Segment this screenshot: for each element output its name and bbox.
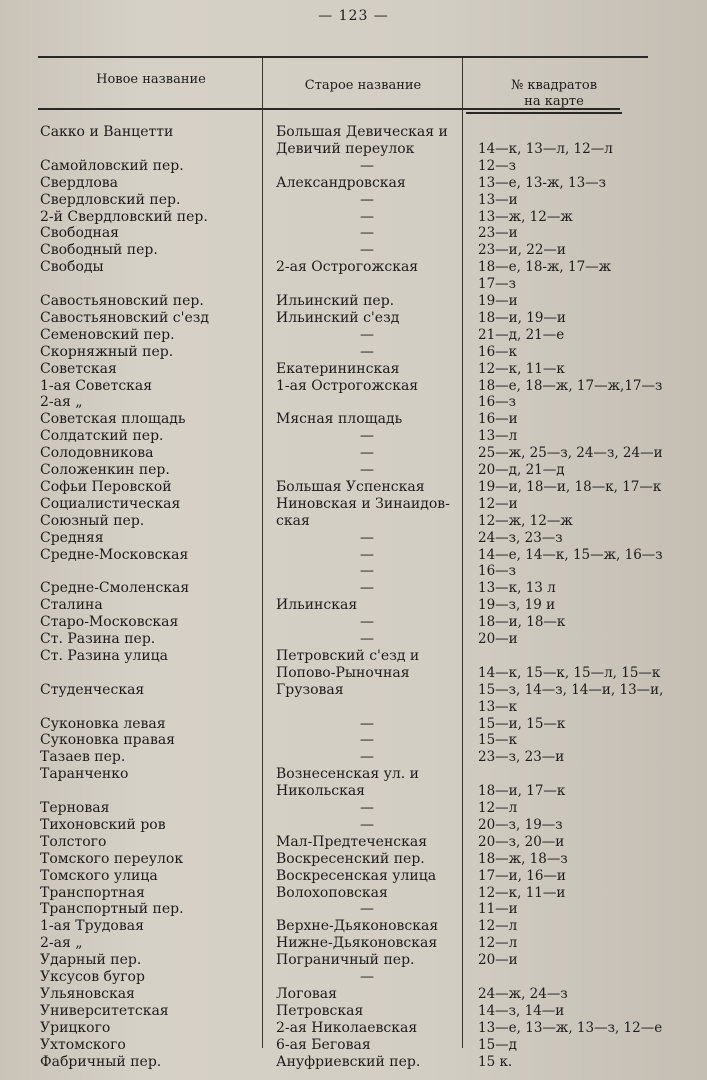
old-name-cell: Екатерининская (276, 360, 400, 377)
new-name-cell: Софьи Перовской (40, 478, 172, 495)
page-number: — 123 — (318, 8, 389, 24)
table-row (0, 766, 707, 783)
header-squares-line2: на карте (524, 94, 584, 109)
new-name-cell: 2-ая „ (40, 935, 83, 952)
old-name-cell: — (360, 563, 374, 580)
old-name-cell: 6-ая Беговая (276, 1036, 371, 1053)
new-name-cell: Ст. Разина пер. (40, 631, 156, 647)
table-row (0, 462, 707, 479)
map-squares-cell: 15—и, 15—к (478, 715, 566, 732)
new-name-cell: Свободная (40, 225, 120, 242)
map-squares-cell: 16—и (478, 411, 518, 428)
table-row (0, 749, 707, 766)
new-name-cell: Суконовка левая (40, 715, 166, 732)
old-name-cell: Ильинский пер. (276, 293, 395, 309)
table-row (0, 242, 707, 259)
header-old-name: Старое название (304, 78, 422, 93)
old-name-cell: Мал-Предтеченская (276, 833, 428, 850)
table-row (0, 885, 707, 902)
header-bottom-rule-right (466, 112, 622, 114)
new-name-cell: Средне-Смоленская (40, 580, 190, 597)
table-row (0, 1003, 707, 1020)
map-squares-cell: 20—и (478, 952, 518, 969)
map-squares-cell: 15—з, 14—з, 14—и, 13—и, (478, 681, 664, 698)
table-row (0, 580, 707, 597)
map-squares-cell: 13—е, 13—ж, 13—з, 12—е (478, 1019, 663, 1036)
new-name-cell: 1-ая Советская (40, 377, 153, 394)
new-name-cell: Самойловский пер. (40, 157, 184, 174)
new-name-cell: Томского улица (40, 867, 158, 884)
new-name-cell: Студенческая (40, 681, 145, 698)
table-row (0, 952, 707, 969)
new-name-cell: Уксусов бугор (40, 969, 145, 985)
old-name-cell: 2-ая Николаевская (276, 1019, 418, 1036)
new-name-cell: Транспортная (40, 884, 145, 901)
old-name-cell: — (360, 749, 374, 766)
old-name-cell: — (360, 343, 374, 360)
new-name-cell: 2-ая „ (40, 394, 83, 411)
map-squares-cell: 13—л (478, 428, 518, 445)
table-row (0, 732, 707, 749)
map-squares-cell: 24—ж, 24—з (478, 985, 568, 1002)
table-row (0, 935, 707, 952)
map-squares-cell: 13—к, 13 л (478, 580, 556, 597)
map-squares-cell: 18—ж, 18—з (478, 850, 568, 867)
map-squares-cell: 16—к (478, 343, 518, 360)
map-squares-cell: 14—з, 14—и (478, 1002, 565, 1019)
map-squares-cell: 20—з, 19—з (478, 816, 563, 833)
table-row (0, 276, 707, 293)
old-name-cell: — (360, 614, 374, 631)
old-name-cell: ская (276, 512, 310, 529)
old-name-cell: Петровская (276, 1002, 364, 1019)
map-squares-cell: 11—и (478, 901, 518, 918)
old-name-cell: — (360, 242, 374, 259)
old-name-cell: — (360, 631, 374, 647)
old-name-cell: Воскресенский пер. (276, 850, 425, 867)
old-name-cell: — (360, 462, 374, 478)
table-row (0, 986, 707, 1003)
new-name-cell: Тазаев пер. (40, 749, 126, 766)
new-name-cell: Советская площадь (40, 411, 186, 428)
map-squares-cell: 14—к, 15—к, 15—л, 15—к (478, 664, 661, 681)
map-squares-cell: 23—и (478, 225, 518, 242)
old-name-cell: Воскресенская улица (276, 867, 437, 884)
map-squares-cell: 19—и, 18—и, 18—к, 17—к (478, 478, 662, 495)
table-row (0, 378, 707, 395)
table-row (0, 699, 707, 716)
table-row (0, 394, 707, 411)
table-row (0, 141, 707, 158)
new-name-cell: Семеновский пер. (40, 326, 175, 343)
new-name-cell: Ухтомского (40, 1036, 126, 1053)
old-name-cell: — (360, 191, 374, 208)
map-squares-cell: 13—ж, 12—ж (478, 208, 573, 225)
old-name-cell: Пограничный пер. (276, 952, 415, 969)
map-squares-cell: 25—ж, 25—з, 24—з, 24—и (478, 445, 663, 462)
map-squares-cell: 12—и (478, 495, 518, 512)
map-squares-cell: 18—е, 18—ж, 17—ж,17—з (478, 377, 663, 394)
new-name-cell: Урицкого (40, 1019, 111, 1036)
table-row (0, 969, 707, 986)
map-squares-cell: 18—е, 18-ж, 17—ж (478, 259, 612, 276)
map-squares-cell: 19—и (478, 293, 518, 309)
map-squares-cell: 20—д, 21—д (478, 462, 565, 478)
map-squares-cell: 12—л (478, 800, 518, 816)
new-name-cell: Терновая (40, 800, 110, 816)
table-row (0, 648, 707, 665)
map-squares-cell: 16—з (478, 563, 517, 580)
old-name-cell: Петровский с'езд и (276, 647, 420, 664)
table-row (0, 563, 707, 580)
new-name-cell: Ульяновская (40, 985, 135, 1002)
table-row (0, 614, 707, 631)
table-top-rule (38, 56, 648, 58)
map-squares-cell: 17—и, 16—и (478, 867, 566, 884)
table-row (0, 124, 707, 141)
old-name-cell: — (360, 208, 374, 225)
map-squares-cell: 12—з (478, 157, 517, 174)
table-row (0, 1020, 707, 1037)
table-row (0, 851, 707, 868)
table-row (0, 1037, 707, 1054)
old-name-cell: Верхне-Дьяконовская (276, 918, 439, 935)
table-row (0, 800, 707, 817)
old-name-cell: Девичий переулок (276, 140, 415, 157)
table-row (0, 192, 707, 209)
new-name-cell: Свердловский пер. (40, 191, 181, 208)
table-row (0, 716, 707, 733)
table-row (0, 445, 707, 462)
table-row (0, 496, 707, 513)
map-squares-cell: 14—к, 13—л, 12—л (478, 140, 613, 157)
map-squares-cell: 21—д, 21—е (478, 326, 565, 343)
table-row (0, 901, 707, 918)
header-squares-line1: № квадратов (510, 78, 598, 93)
new-name-cell: Старо-Московская (40, 614, 179, 631)
table-row (0, 158, 707, 175)
old-name-cell: Нижне-Дьяконовская (276, 935, 438, 952)
old-name-cell: 1-ая Острогожская (276, 377, 419, 394)
new-name-cell: Соложенкин пер. (40, 462, 170, 478)
new-name-cell: Томского переулок (40, 850, 184, 867)
map-squares-cell: 15 к. (478, 1053, 513, 1070)
old-name-cell: Большая Девическая и (276, 124, 448, 140)
old-name-cell: — (360, 732, 374, 749)
map-squares-cell: 13—к (478, 698, 518, 715)
old-name-cell: Ильинская (276, 597, 358, 614)
map-squares-cell: 12—к, 11—и (478, 884, 566, 901)
table-row (0, 310, 707, 327)
old-name-cell: — (360, 428, 374, 445)
table-row (0, 361, 707, 378)
old-name-cell: 2-ая Острогожская (276, 259, 419, 276)
new-name-cell: Свободный пер. (40, 242, 158, 259)
new-name-cell: Советская (40, 360, 117, 377)
map-squares-cell: 18—и, 17—к (478, 783, 566, 800)
table-row (0, 225, 707, 242)
new-name-cell: Савостьяновский с'езд (40, 309, 209, 326)
map-squares-cell: 15—д (478, 1036, 517, 1053)
new-name-cell: Солодовникова (40, 445, 154, 462)
table-row (0, 530, 707, 547)
table-row (0, 175, 707, 192)
table-row (0, 411, 707, 428)
new-name-cell: Фабричный пер. (40, 1053, 162, 1070)
new-name-cell: Скорняжный пер. (40, 343, 174, 360)
new-name-cell: Сталина (40, 597, 103, 614)
new-name-cell: Ст. Разина улица (40, 647, 169, 664)
table-row (0, 665, 707, 682)
map-squares-cell: 23—и, 22—и (478, 242, 566, 259)
table-row (0, 428, 707, 445)
old-name-cell: — (360, 529, 374, 546)
old-name-cell: — (360, 225, 374, 242)
table-row (0, 293, 707, 310)
new-name-cell: Толстого (40, 833, 107, 850)
map-squares-cell: 12—ж, 12—ж (478, 512, 573, 529)
new-name-cell: Транспортный пер. (40, 901, 184, 918)
old-name-cell: — (360, 816, 374, 833)
map-squares-cell: 13—е, 13-ж, 13—з (478, 174, 607, 191)
old-name-cell: Вознесенская ул. и (276, 766, 420, 783)
new-name-cell: Савостьяновский пер. (40, 293, 204, 309)
map-squares-cell: 18—и, 18—к (478, 614, 566, 631)
map-squares-cell: 12—л (478, 918, 518, 935)
old-name-cell: Мясная площадь (276, 411, 403, 428)
old-name-cell: Ануфриевский пер. (276, 1053, 421, 1070)
old-name-cell: Логовая (276, 985, 337, 1002)
map-squares-cell: 12—к, 11—к (478, 360, 565, 377)
table-row (0, 513, 707, 530)
new-name-cell: 1-ая Трудовая (40, 918, 144, 935)
new-name-cell: Сакко и Ванцетти (40, 124, 174, 140)
old-name-cell: — (360, 580, 374, 597)
header-squares (464, 78, 644, 110)
map-squares-cell: 15—к (478, 732, 518, 749)
old-name-cell: — (360, 901, 374, 918)
table-row (0, 631, 707, 648)
table-row (0, 209, 707, 226)
old-name-cell: Попово-Рыночная (276, 664, 410, 681)
table-row (0, 1054, 707, 1071)
new-name-cell: Свободы (40, 259, 104, 276)
table-row (0, 918, 707, 935)
map-squares-cell: 24—з, 23—з (478, 529, 563, 546)
new-name-cell: Ударный пер. (40, 952, 142, 969)
new-name-cell: Таранченко (40, 766, 129, 783)
map-squares-cell: 20—и (478, 631, 518, 647)
old-name-cell: — (360, 326, 374, 343)
old-name-cell: Волохоповская (276, 884, 388, 901)
table-row (0, 783, 707, 800)
new-name-cell: Университетская (40, 1002, 169, 1019)
old-name-cell: — (360, 157, 374, 174)
old-name-cell: Ильинский с'езд (276, 309, 400, 326)
map-squares-cell: 17—з (478, 276, 517, 293)
old-name-cell: — (360, 715, 374, 732)
map-squares-cell: 20—з, 20—и (478, 833, 565, 850)
new-name-cell: Тихоновский ров (40, 816, 166, 833)
table-row (0, 344, 707, 361)
header-new-name: Новое название (96, 72, 206, 87)
old-name-cell: Никольская (276, 783, 366, 800)
table-row (0, 547, 707, 564)
table-row (0, 259, 707, 276)
table-row (0, 834, 707, 851)
map-squares-cell: 19—з, 19 и (478, 597, 556, 614)
table-row (0, 597, 707, 614)
map-squares-cell: 13—и (478, 191, 518, 208)
new-name-cell: Средняя (40, 529, 104, 546)
new-name-cell: Союзный пер. (40, 512, 145, 529)
new-name-cell: Свердлова (40, 174, 119, 191)
table-row (0, 327, 707, 344)
new-name-cell: Социалистическая (40, 495, 181, 512)
old-name-cell: Большая Успенская (276, 478, 425, 495)
old-name-cell: Александровская (276, 174, 406, 191)
table-row (0, 817, 707, 834)
new-name-cell: Солдатский пер. (40, 428, 164, 445)
map-squares-cell: 14—е, 14—к, 15—ж, 16—з (478, 546, 663, 563)
old-name-cell: Ниновская и Зинаидов- (276, 495, 450, 512)
map-squares-cell: 16—з (478, 394, 517, 411)
old-name-cell: — (360, 969, 374, 985)
map-squares-cell: 23—з, 23—и (478, 749, 565, 766)
old-name-cell: — (360, 445, 374, 462)
old-name-cell: — (360, 800, 374, 816)
new-name-cell: Суконовка правая (40, 732, 176, 749)
table-row (0, 479, 707, 496)
table-row (0, 868, 707, 885)
map-squares-cell: 18—и, 19—и (478, 309, 566, 326)
old-name-cell: Грузовая (276, 681, 344, 698)
new-name-cell: 2-й Свердловский пер. (40, 208, 208, 225)
table-row (0, 682, 707, 699)
map-squares-cell: 12—л (478, 935, 518, 952)
old-name-cell: — (360, 546, 374, 563)
new-name-cell: Средне-Московская (40, 546, 189, 563)
